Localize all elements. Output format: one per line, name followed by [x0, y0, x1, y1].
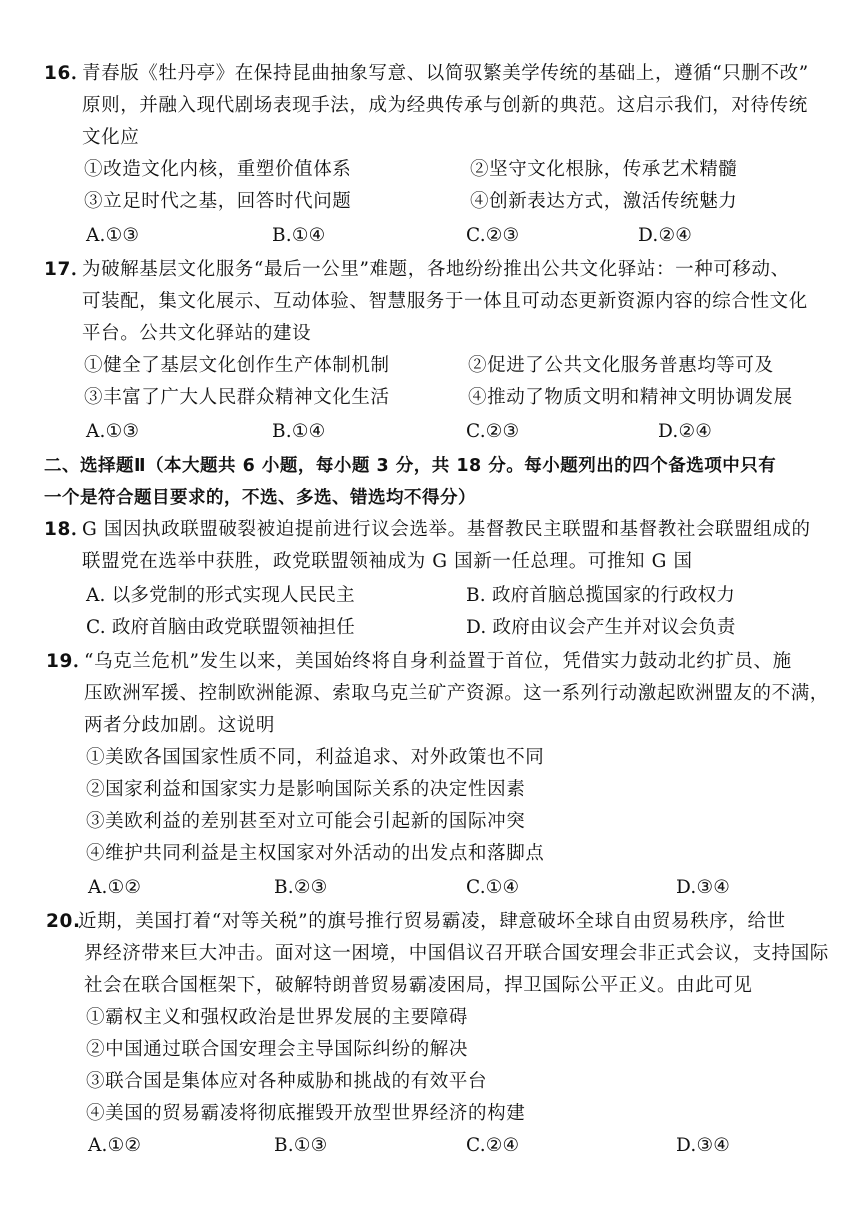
- option-c: C.②③: [466, 421, 520, 442]
- statement-4: ④美国的贸易霸凌将彻底摧毁开放型世界经济的构建: [86, 1103, 526, 1124]
- statement-3: ③丰富了广大人民群众精神文化生活: [84, 387, 390, 408]
- option-b: B.②③: [274, 877, 328, 898]
- question-number: 20.: [46, 911, 81, 932]
- option-d: D.②④: [638, 225, 693, 246]
- question-stem-line: 界经济带来巨大冲击。面对这一困境，中国倡议召开联合国安理会非正式会议，支持国际: [84, 943, 829, 964]
- option-d: D.③④: [676, 1135, 731, 1156]
- question-number: 17．: [44, 259, 91, 280]
- question-stem-line: 可装配，集文化展示、互动体验、智慧服务于一体且可动态更新资源内容的综合性文化: [82, 291, 808, 312]
- option-a: A. 以多党制的形式实现人民民主: [86, 585, 355, 606]
- statement-4: ④推动了物质文明和精神文明协调发展: [468, 387, 793, 408]
- option-a: A.①③: [86, 225, 140, 246]
- question-stem-line: 为破解基层文化服务“最后一公里”难题，各地纷纷推出公共文化驿站：一种可移动、: [82, 259, 790, 280]
- option-d: D.③④: [676, 877, 731, 898]
- question-stem-line: 原则，并融入现代剧场表现手法，成为经典传承与创新的典范。这启示我们，对待传统: [82, 95, 808, 116]
- option-c: C.②③: [466, 225, 520, 246]
- question-stem-line: 近期，美国打着“对等关税”的旗号推行贸易霸凌，肆意破坏全球自由贸易秩序，给世: [78, 911, 786, 932]
- option-b: B.①③: [274, 1135, 328, 1156]
- option-c: C. 政府首脑由政党联盟领袖担任: [86, 617, 355, 638]
- statement-2: ②中国通过联合国安理会主导国际纠纷的解决: [86, 1039, 469, 1060]
- option-b: B.①④: [272, 421, 326, 442]
- statement-3: ③联合国是集体应对各种威胁和挑战的有效平台: [86, 1071, 488, 1092]
- option-c: C.①④: [466, 877, 520, 898]
- question-stem-line: 文化应: [82, 127, 140, 148]
- statement-1: ①美欧各国国家性质不同，利益追求、对外政策也不同: [86, 747, 545, 768]
- option-a: A.①②: [88, 1135, 142, 1156]
- option-a: A.①②: [88, 877, 142, 898]
- statement-4: ④维护共同利益是主权国家对外活动的出发点和落脚点: [86, 843, 545, 864]
- option-a: A.①③: [86, 421, 140, 442]
- statement-4: ④创新表达方式，激活传统魅力: [470, 191, 738, 212]
- statement-2: ②国家利益和国家实力是影响国际关系的决定性因素: [86, 779, 526, 800]
- option-d: D.②④: [658, 421, 713, 442]
- section-title-line: 一个是符合题目要求的，不选、多选、错选均不得分）: [44, 488, 476, 508]
- question-number: 18．: [44, 519, 91, 540]
- question-stem-line: G 国因执政联盟破裂被迫提前进行议会选举。基督教民主联盟和基督教社会联盟组成的: [82, 519, 811, 540]
- question-stem-line: 压欧洲军援、控制欧洲能源、索取乌克兰矿产资源。这一系列行动激起欧洲盟友的不满，: [84, 683, 829, 704]
- section-title-line: 二、选择题Ⅱ（本大题共 6 小题，每小题 3 分，共 18 分。每小题列出的四个备选项中只有: [44, 456, 777, 476]
- option-b: B. 政府首脑总揽国家的行政权力: [466, 585, 736, 606]
- statement-1: ①健全了基层文化创作生产体制机制: [84, 355, 390, 376]
- statement-2: ②坚守文化根脉，传承艺术精髓: [470, 159, 738, 180]
- question-stem-line: 联盟党在选举中获胜，政党联盟领袖成为 G 国新一任总理。可推知 G 国: [82, 551, 693, 572]
- option-b: B.①④: [272, 225, 326, 246]
- question-stem-line: 平台。公共文化驿站的建设: [82, 323, 312, 344]
- question-number: 16．: [44, 63, 91, 84]
- question-number: 19．: [46, 651, 93, 672]
- statement-3: ③美欧利益的差别甚至对立可能会引起新的国际冲突: [86, 811, 526, 832]
- question-stem-line: 社会在联合国框架下，破解特朗普贸易霸凌困局，捍卫国际公平正义。由此可见: [84, 975, 753, 996]
- statement-1: ①改造文化内核，重塑价值体系: [84, 159, 352, 180]
- statement-3: ③立足时代之基，回答时代问题: [84, 191, 352, 212]
- statement-1: ①霸权主义和强权政治是世界发展的主要障碍: [86, 1007, 469, 1028]
- question-stem-line: “乌克兰危机”发生以来，美国始终将自身利益置于首位，凭借实力鼓动北约扩员、施: [84, 651, 792, 672]
- question-stem-line: 两者分歧加剧。这说明: [84, 715, 276, 736]
- statement-2: ②促进了公共文化服务普惠均等可及: [468, 355, 774, 376]
- option-c: C.②④: [466, 1135, 520, 1156]
- question-stem-line: 青春版《牡丹亭》在保持昆曲抽象写意、以简驭繁美学传统的基础上，遵循“只删不改”: [82, 63, 809, 84]
- option-d: D. 政府由议会产生并对议会负责: [466, 617, 736, 638]
